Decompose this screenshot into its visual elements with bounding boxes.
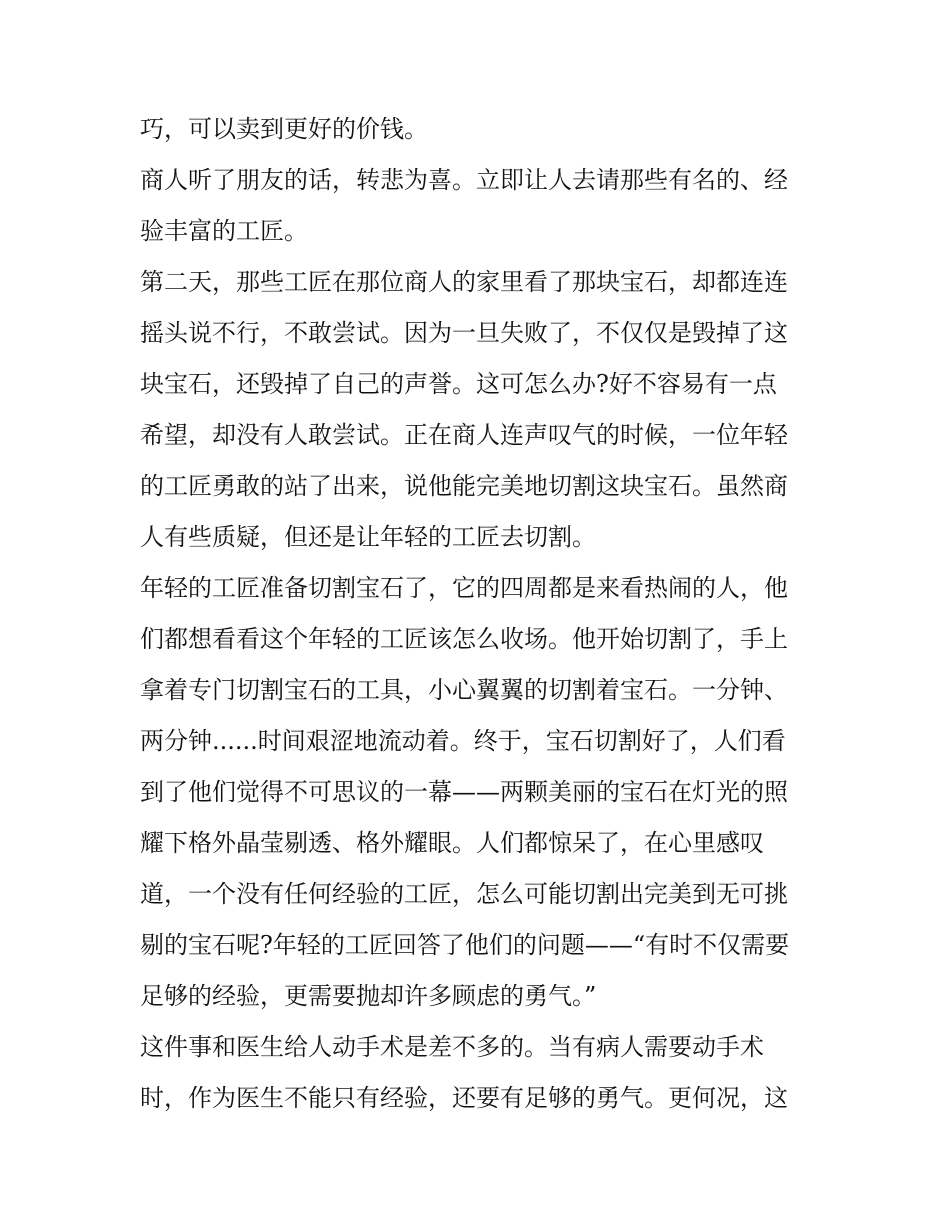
body-text (140, 104, 820, 1124)
text-line: 拿着专门切割宝石的工具，小心翼翼的切割着宝石。一分钟、 (140, 676, 788, 704)
text-line: 的工匠勇敢的站了出来，说他能完美地切割这块宝石。虽然商 (140, 472, 788, 500)
text-line: 两分钟......时间艰涩地流动着。终于，宝石切割好了，人们看 (140, 727, 786, 755)
text-line: 块宝石，还毁掉了自己的声誉。这可怎么办?好不容易有一点 (140, 370, 777, 398)
text-line: 验丰富的工匠。 (140, 217, 308, 245)
text-line: 足够的经验，更需要抛却许多顾虑的勇气。” (140, 982, 597, 1010)
text-line: 到了他们觉得不可思议的一幕——两颗美丽的宝石在灯光的照 (140, 778, 788, 806)
text-line: 希望，却没有人敢尝试。正在商人连声叹气的时候，一位年轻 (140, 421, 788, 449)
text-line: 人有些质疑，但还是让年轻的工匠去切割。 (140, 523, 596, 551)
text-line: 年轻的工匠准备切割宝石了，它的四周都是来看热闹的人，他 (140, 574, 788, 602)
text-line: 时，作为医生不能只有经验，还要有足够的勇气。更何况，这 (140, 1084, 788, 1112)
text-line: 摇头说不行，不敢尝试。因为一旦失败了，不仅仅是毁掉了这 (140, 319, 788, 347)
text-line: 巧，可以卖到更好的价钱。 (140, 115, 428, 143)
text-line: 道，一个没有任何经验的工匠，怎么可能切割出完美到无可挑 (140, 880, 788, 908)
text-line: 这件事和医生给人动手术是差不多的。当有病人需要动手术 (140, 1033, 764, 1061)
text-line: 耀下格外晶莹剔透、格外耀眼。人们都惊呆了，在心里感叹 (140, 829, 764, 857)
text-line: 商人听了朋友的话，转悲为喜。立即让人去请那些有名的、经 (140, 166, 788, 194)
text-line: 第二天，那些工匠在那位商人的家里看了那块宝石，却都连连 (140, 268, 788, 296)
text-line: 们都想看看这个年轻的工匠该怎么收场。他开始切割了，手上 (140, 625, 788, 653)
text-line: 剔的宝石呢?年轻的工匠回答了他们的问题——“有时不仅需要 (140, 931, 790, 959)
